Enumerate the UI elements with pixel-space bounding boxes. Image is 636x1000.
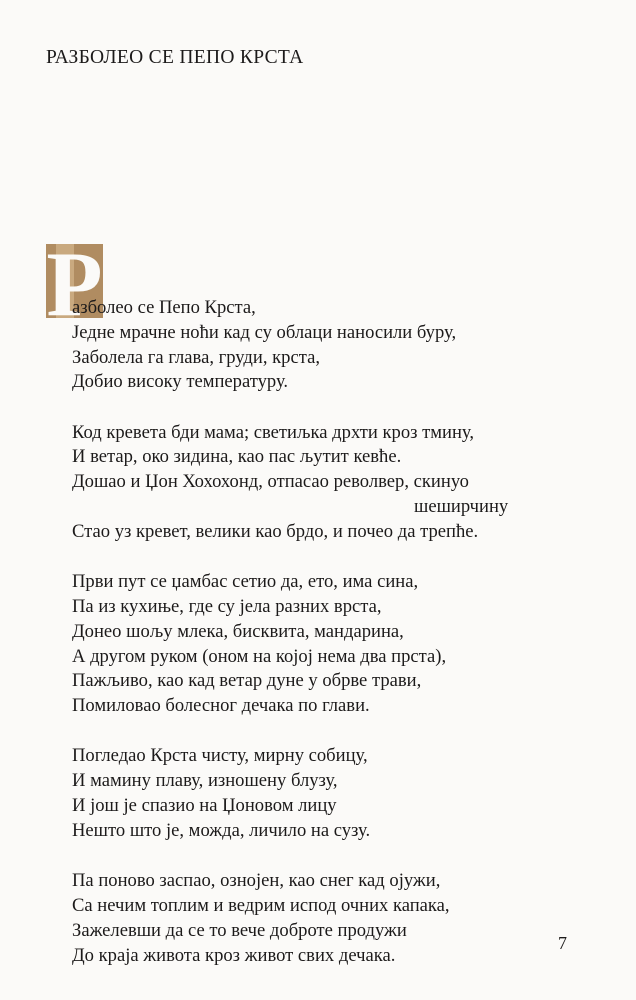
poem-line: Дошао и Џон Хохохонд, отпасао револвер, скинуо bbox=[72, 471, 469, 493]
drop-cap-letter: Р bbox=[46, 233, 103, 335]
poem-line: Помиловао болесног дечака по глави. bbox=[72, 695, 370, 717]
stanza-1 bbox=[72, 296, 508, 395]
poem-line-continuation: шеширчину bbox=[414, 496, 509, 518]
poem-line: До краја живота кроз живот свих дечака. bbox=[72, 944, 396, 966]
poem-line: И још је спазио на Џоновом лицу bbox=[72, 795, 337, 817]
poem-line: Са нечим топлим и ведрим испод очних капака, bbox=[72, 894, 450, 916]
poem-line: Први пут се џамбас сетио да, ето, има сина, bbox=[72, 571, 419, 593]
page-number: 7 bbox=[558, 933, 567, 953]
poem-line: Стао уз кревет, велики као брдо, и почео да трепће. bbox=[72, 520, 479, 542]
stanza-3 bbox=[72, 570, 508, 719]
poem-line: И мамину плаву, изношену блузу, bbox=[72, 770, 338, 792]
poem-line: Пажљиво, као кад ветар дуне у обрве трави, bbox=[72, 670, 422, 692]
poem-title: РАЗБОЛЕО СЕ ПЕПО КРСТА bbox=[46, 47, 304, 68]
poem-line: Код кревета бди мама; светиљка дрхти кроз тмину, bbox=[72, 421, 474, 443]
poem-line: Зажелевши да се то вече доброте продужи bbox=[72, 919, 407, 941]
poem-line: Па из кухиње, где су јела разних врста, bbox=[72, 595, 382, 617]
stanza-5 bbox=[72, 869, 508, 968]
poem-line: Једне мрачне ноћи кад су облаци наносили буру, bbox=[72, 321, 457, 343]
poem-line: А другом руком (оном на којој нема два прста), bbox=[72, 645, 447, 667]
stanza-4 bbox=[72, 744, 508, 843]
poem-body bbox=[72, 296, 508, 994]
poem-line: Па поново заспао, ознојен, као снег кад ојужи, bbox=[72, 870, 441, 892]
poem-line: Нешто што је, можда, личило на сузу. bbox=[72, 819, 371, 841]
poem-line: азболео се Пепо Крста, bbox=[72, 297, 256, 318]
stanza-2 bbox=[72, 421, 508, 545]
poem-line: Донео шољу млека, бисквита, мандарина, bbox=[72, 620, 404, 642]
poem-line: Погледао Крста чисту, мирну собицу, bbox=[72, 745, 368, 767]
poem-line: И ветар, око зидина, као пас љутит кевће. bbox=[72, 446, 402, 468]
poem-line: Добио високу температуру. bbox=[72, 371, 289, 393]
poem-line: Заболела га глава, груди, крста, bbox=[72, 346, 320, 368]
